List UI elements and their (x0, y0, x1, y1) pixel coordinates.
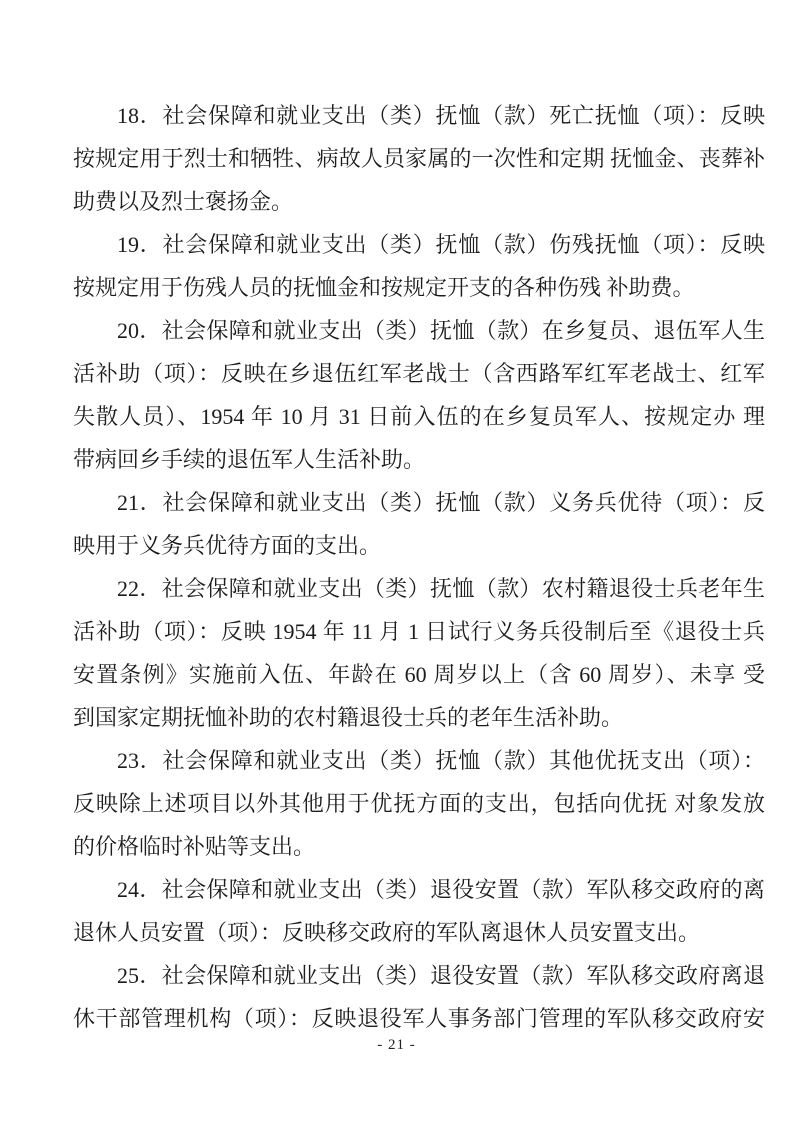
paragraph-item-22 (73, 567, 765, 739)
paragraph-item-20 (73, 309, 765, 481)
text-line: 助费以及烈士褒扬金。 (73, 189, 294, 214)
text-line: 休干部管理机构（项）：反映退役军人事务部门管理的军队移交政府安 (73, 1006, 765, 1031)
document-body (73, 94, 765, 1040)
text-line: 的价格临时补贴等支出。 (73, 834, 316, 859)
text-line: 失散人员）、1954 年 10 月 31 日前入伍的在乡复员军人、按规定办 理 (73, 404, 765, 429)
text-line: 24．社会保障和就业支出（类）退役安置（款）军队移交政府的离 (117, 877, 765, 902)
paragraph-item-23 (73, 739, 765, 868)
paragraph-item-24 (73, 868, 765, 954)
text-line: 按规定用于烈士和牺牲、病故人员家属的一次性和定期 抚恤金、丧葬补 (73, 146, 765, 171)
text-line: 安置条例》实施前入伍、年龄在 60 周岁以上（含 60 周岁）、未享 受 (73, 662, 765, 687)
text-line: 23．社会保障和就业支出（类）抚恤（款）其他优抚支出（项）： (117, 748, 765, 773)
text-line: 到国家定期抚恤补助的农村籍退役士兵的老年生活补助。 (73, 705, 624, 730)
page-number: - 21 - (377, 1037, 416, 1053)
text-line: 带病回乡手续的退伍军人生活补助。 (73, 447, 426, 472)
text-line: 21．社会保障和就业支出（类）抚恤（款）义务兵优待（项）：反 (117, 490, 765, 515)
paragraph-item-19 (73, 223, 765, 309)
page-footer (0, 1034, 793, 1056)
text-line: 退休人员安置（项）：反映移交政府的军队离退休人员安置支出。 (73, 920, 701, 945)
paragraph-item-21 (73, 481, 765, 567)
text-line: 20．社会保障和就业支出（类）抚恤（款）在乡复员、退伍军人生 (117, 318, 765, 343)
text-line: 活补助（项）：反映在乡退伍红军老战士（含西路军红军老战士、红军 (73, 361, 765, 386)
text-line: 22．社会保障和就业支出（类）抚恤（款）农村籍退役士兵老年生 (117, 576, 765, 601)
text-line: 活补助（项）：反映 1954 年 11 月 1 日试行义务兵役制后至《退役士兵 (73, 619, 765, 644)
text-line: 映用于义务兵优待方面的支出。 (73, 533, 382, 558)
text-line: 19．社会保障和就业支出（类）抚恤（款）伤残抚恤（项）：反映 (117, 232, 765, 257)
paragraph-item-18 (73, 94, 765, 223)
text-line: 按规定用于伤残人员的抚恤金和按规定开支的各种伤残 补助费。 (73, 275, 695, 300)
paragraph-item-25 (73, 954, 765, 1040)
text-line: 18．社会保障和就业支出（类）抚恤（款）死亡抚恤（项）：反映 (117, 103, 765, 128)
text-line: 反映除上述项目以外其他用于优抚方面的支出，包括向优抚 对象发放 (73, 791, 765, 816)
text-line: 25．社会保障和就业支出（类）退役安置（款）军队移交政府离退 (117, 963, 765, 988)
